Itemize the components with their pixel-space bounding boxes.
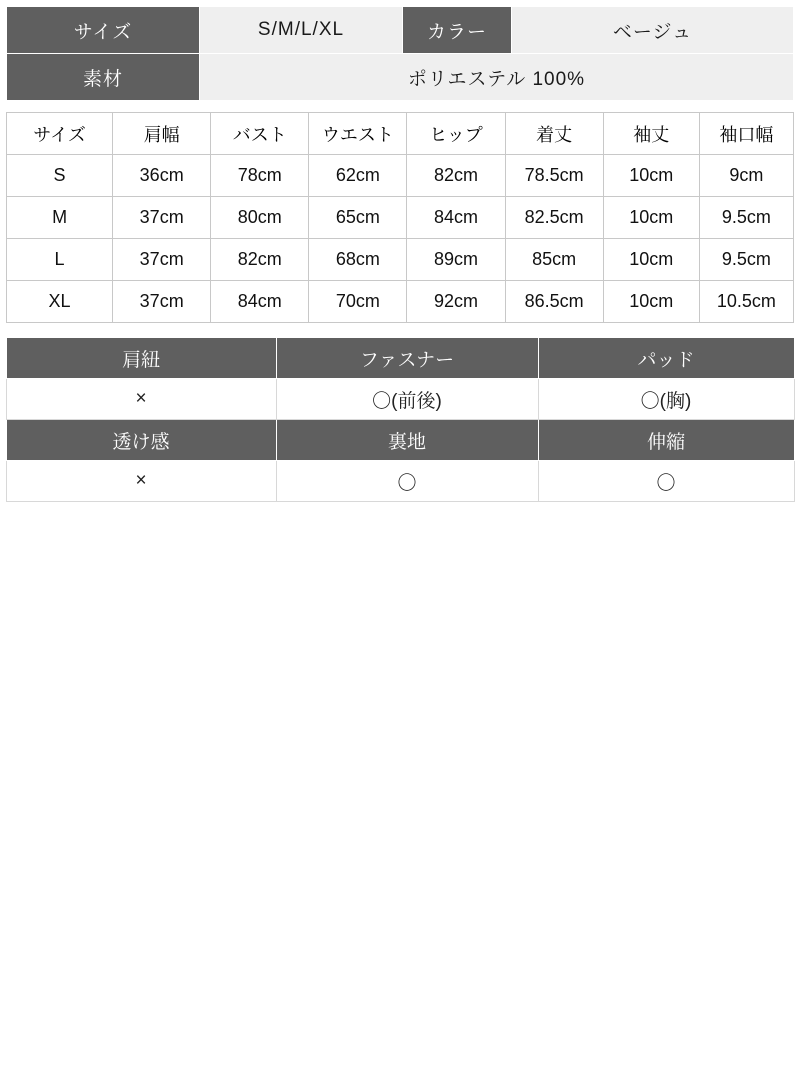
spec-label-material: 素材 (7, 54, 200, 101)
cell-cuff-width: 10.5cm (699, 281, 793, 323)
table-row (7, 281, 794, 323)
cell-length: 82.5cm (505, 197, 603, 239)
spec-value-size: S/M/L/XL (200, 7, 403, 54)
feature-label-pad: パッド (538, 338, 794, 379)
feature-value-pad: 〇(胸) (538, 379, 794, 420)
column-header-bust: バスト (211, 113, 309, 155)
product-spec-sheet (0, 6, 800, 1073)
cell-hip: 92cm (407, 281, 505, 323)
cell-bust: 78cm (211, 155, 309, 197)
feature-value-zipper: 〇(前後) (276, 379, 538, 420)
cell-cuff-width: 9.5cm (699, 239, 793, 281)
measurement-header-row (7, 113, 794, 155)
feature-table (6, 337, 795, 502)
table-row (7, 54, 794, 101)
column-header-hip: ヒップ (407, 113, 505, 155)
cell-sleeve-length: 10cm (603, 281, 699, 323)
cell-length: 85cm (505, 239, 603, 281)
cell-hip: 84cm (407, 197, 505, 239)
cell-sleeve-length: 10cm (603, 197, 699, 239)
cell-waist: 65cm (309, 197, 407, 239)
cell-bust: 80cm (211, 197, 309, 239)
cell-cuff-width: 9cm (699, 155, 793, 197)
feature-header-row-2 (6, 420, 794, 461)
column-header-shoulder: 肩幅 (113, 113, 211, 155)
spec-summary-table (6, 6, 794, 101)
feature-label-zipper: ファスナー (276, 338, 538, 379)
cell-length: 86.5cm (505, 281, 603, 323)
feature-value-sheerness: × (6, 461, 276, 502)
cell-shoulder: 37cm (113, 197, 211, 239)
column-header-cuff-width: 袖口幅 (699, 113, 793, 155)
feature-label-sheerness: 透け感 (6, 420, 276, 461)
spec-value-material: ポリエステル 100% (200, 54, 794, 101)
cell-shoulder: 37cm (113, 239, 211, 281)
table-row (7, 239, 794, 281)
column-header-length: 着丈 (505, 113, 603, 155)
table-row (7, 197, 794, 239)
cell-size: M (7, 197, 113, 239)
feature-value-row-1 (6, 379, 794, 420)
cell-sleeve-length: 10cm (603, 155, 699, 197)
cell-waist: 68cm (309, 239, 407, 281)
feature-value-stretch: 〇 (538, 461, 794, 502)
cell-bust: 84cm (211, 281, 309, 323)
cell-waist: 70cm (309, 281, 407, 323)
cell-length: 78.5cm (505, 155, 603, 197)
column-header-size: サイズ (7, 113, 113, 155)
cell-size: XL (7, 281, 113, 323)
column-header-sleeve-length: 袖丈 (603, 113, 699, 155)
feature-value-strap: × (6, 379, 276, 420)
cell-bust: 82cm (211, 239, 309, 281)
feature-label-lining: 裏地 (276, 420, 538, 461)
table-row (7, 7, 794, 54)
column-header-waist: ウエスト (309, 113, 407, 155)
feature-label-strap: 肩紐 (6, 338, 276, 379)
measurement-table (6, 112, 794, 323)
cell-size: L (7, 239, 113, 281)
cell-waist: 62cm (309, 155, 407, 197)
cell-hip: 89cm (407, 239, 505, 281)
cell-shoulder: 37cm (113, 281, 211, 323)
feature-value-lining: 〇 (276, 461, 538, 502)
cell-size: S (7, 155, 113, 197)
cell-hip: 82cm (407, 155, 505, 197)
feature-header-row-1 (6, 338, 794, 379)
spec-label-color: カラー (403, 7, 512, 54)
cell-shoulder: 36cm (113, 155, 211, 197)
feature-label-stretch: 伸縮 (538, 420, 794, 461)
spec-value-color: ベージュ (512, 7, 794, 54)
feature-value-row-2 (6, 461, 794, 502)
table-row (7, 155, 794, 197)
cell-sleeve-length: 10cm (603, 239, 699, 281)
spec-label-size: サイズ (7, 7, 200, 54)
cell-cuff-width: 9.5cm (699, 197, 793, 239)
